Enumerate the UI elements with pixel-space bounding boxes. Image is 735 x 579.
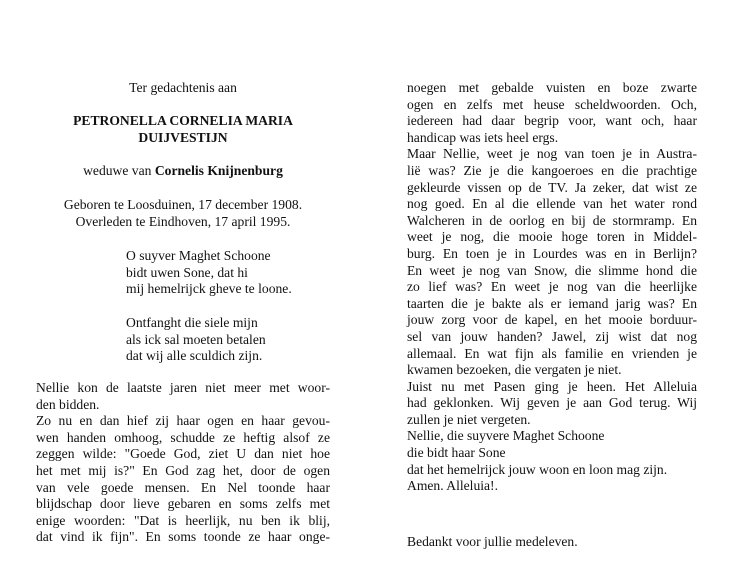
text-line: nog goed. En al die ellende van het water rond bbox=[407, 196, 697, 212]
intro-line: Ter gedachtenis aan bbox=[129, 80, 237, 95]
text-line: weet je nog, die mooie hoge toren in Middel- bbox=[407, 229, 697, 245]
text-line: zullen je niet vergeten. bbox=[407, 411, 531, 427]
poem-stanza-1 bbox=[126, 248, 292, 298]
poem-line: als ick sal moeten betalen bbox=[126, 331, 266, 347]
text-line: sel van jouw handen? Jawel, zij wist dat nog bbox=[407, 328, 697, 344]
poem-line: Ontfanght die siele mijn bbox=[126, 315, 258, 330]
deceased-name-line2: DUIJVESTIJN bbox=[138, 130, 228, 145]
text-line: noegen met gebalde vuisten en boze zwarte bbox=[407, 80, 697, 95]
widow-line bbox=[36, 163, 330, 180]
right-body-text bbox=[407, 80, 697, 495]
text-line: Amen. Alleluia!. bbox=[407, 478, 498, 494]
text-line: dat vind ik fijn". En soms toonde ze haar onge- bbox=[36, 529, 330, 545]
text-line: dat het hemelrijck jouw woon en loon mag zijn. bbox=[407, 461, 668, 477]
text-line: enige woorden: "Dat is heerlijk, nu ben ik blij, bbox=[36, 512, 330, 528]
poem-line: O suyver Maghet Schoone bbox=[126, 248, 271, 263]
poem-stanza-2 bbox=[126, 315, 266, 365]
text-line: zeggen wilde: "Goede God, ziet U dan niet hoe bbox=[36, 446, 330, 462]
text-line: handicap was iets heel ergs. bbox=[407, 129, 559, 145]
text-line: Zo nu en dan hief zij haar ogen en haar gevou- bbox=[36, 413, 330, 429]
poem-line: bidt uwen Sone, dat hi bbox=[126, 264, 248, 280]
text-line: ogen en zelfs met heuse scheldwoorden. Och, bbox=[407, 96, 697, 112]
text-line: jouw zorg voor de kapel, en het mooie borduur- bbox=[407, 312, 697, 328]
text-line: kwamen bezoeken, die vergaten je niet. bbox=[407, 362, 622, 378]
poem-line: mij hemelrijck gheve te loone. bbox=[126, 281, 292, 297]
text-line: had geklonken. Wij geven je aan God terug. Wij bbox=[407, 395, 697, 411]
text-line: Juist nu met Pasen ging je heen. Het Alleluia bbox=[407, 378, 697, 394]
text-line: wen handen omhoog, schudde ze heftig alsof ze bbox=[36, 429, 330, 445]
text-line: allemaal. En wat fijn als familie en vrienden je bbox=[407, 345, 697, 361]
poem-line: dat wij alle sculdich zijn. bbox=[126, 348, 263, 364]
text-line: die bidt haar Sone bbox=[407, 445, 506, 461]
text-line: En weet je nog van Snow, die slimme hond die bbox=[407, 262, 697, 278]
death-line: Overleden te Eindhoven, 17 april 1995. bbox=[75, 214, 291, 229]
text-line: burg. En toen je in Lourdes was en in Berlijn? bbox=[407, 245, 697, 261]
thanks-line: Bedankt voor jullie medeleven. bbox=[407, 534, 578, 549]
widow-prefix: weduwe van bbox=[83, 163, 152, 178]
text-line: gekleurde vissen op de TV. Ja zeker, dat wist ze bbox=[407, 179, 697, 195]
text-line: den bidden. bbox=[36, 396, 100, 412]
text-line: Nellie kon de laatste jaren niet meer met woor- bbox=[36, 380, 330, 395]
text-line: blijdschap door lieve gebaren en soms zelfs met bbox=[36, 496, 330, 512]
text-line: lië was? Zie je die kangoeroes en die prachtige bbox=[407, 162, 697, 178]
text-line: Walcheren in de oorlog en bij de stormramp. En bbox=[407, 212, 697, 228]
text-line: taarten die je bakte als er iemand jarig was? En bbox=[407, 295, 697, 311]
deceased-name-line1: PETRONELLA CORNELIA MARIA bbox=[73, 113, 293, 128]
text-line: iedereen had daar begrip voor, want och, haar bbox=[407, 113, 697, 129]
text-line: Maar Nellie, weet je nog van toen je in Austra- bbox=[407, 146, 697, 162]
spouse-name: Cornelis Knijnenburg bbox=[154, 163, 283, 178]
text-line: zo lief was? En weet je nog van die heerlijke bbox=[407, 279, 697, 295]
birth-line: Geboren te Loosduinen, 17 december 1908. bbox=[63, 197, 303, 212]
text-line: van vele goede mensen. En Nel toonde haar bbox=[36, 479, 330, 495]
text-line: het met mij is?" En God zag het, door de ogen bbox=[36, 462, 330, 478]
text-line: Nellie, die suyvere Maghet Schoone bbox=[407, 428, 605, 444]
left-body-text bbox=[36, 380, 330, 546]
